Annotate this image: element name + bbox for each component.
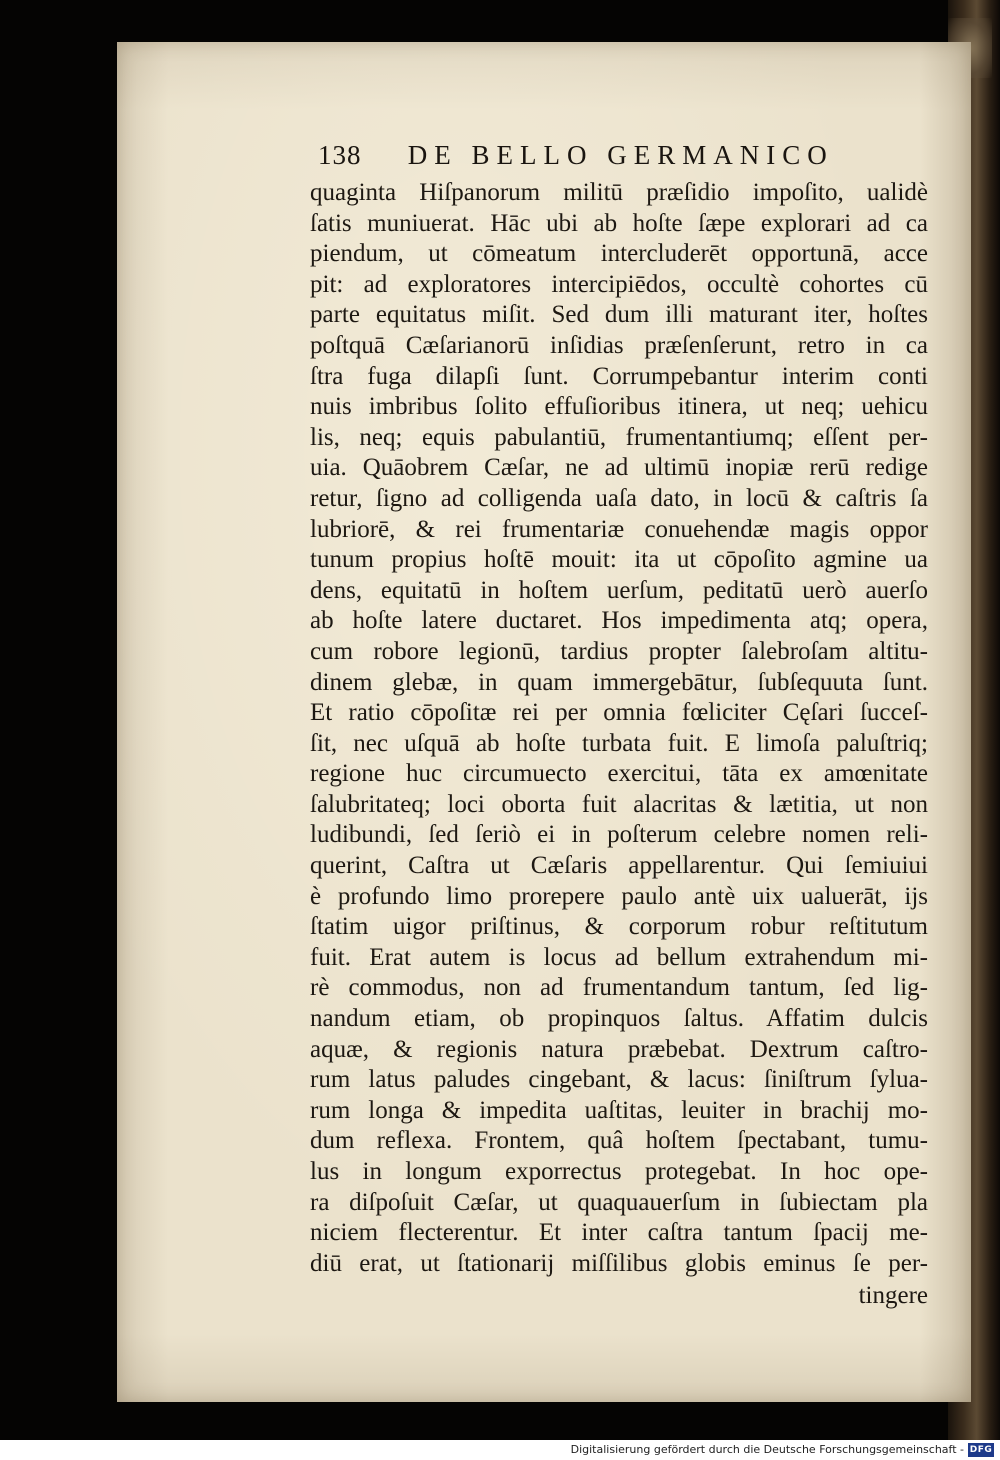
text-line: Et ratio cōpoſitæ rei per omnia fœliciter Cęſari ſucceſ- — [310, 699, 928, 727]
text-line: nuis imbribus ſolito effuſioribus itinera, ut neq; uehicu — [310, 393, 928, 421]
running-title: DE BELLO GERMANICO — [407, 140, 834, 170]
text-line: ludibundi, ſed ſeriò ei in poſterum celebre nomen reli- — [310, 821, 928, 849]
text-line: ra diſpoſuit Cæſar, ut quaquauerſum in ſubiectam pla — [310, 1188, 928, 1216]
text-line: ſtra fuga dilapſi ſunt. Corrumpebantur interim conti — [310, 362, 928, 390]
footer-bar — [0, 1440, 1000, 1460]
text-line: fuit. Erat autem is locus ad bellum extrahendum mi- — [310, 943, 928, 971]
text-line: dinem glebæ, in quam immergebātur, ſubſequuta ſunt. — [310, 668, 928, 696]
text-line: quaginta Hiſpanorum militū præſidio impoſito, ualidè — [310, 179, 928, 206]
catchword: tingere — [858, 1282, 928, 1310]
running-header — [318, 140, 838, 180]
text-line: rè commodus, non ad frumentandum tantum, ſed lig- — [310, 974, 928, 1002]
text-line: retur, ſigno ad colligenda uaſa dato, in locū & caſtris ſa — [310, 484, 928, 512]
text-line: niciem flecterentur. Et inter caſtra tantum ſpacij me- — [310, 1219, 928, 1247]
text-line: dum reflexa. Frontem, quâ hoſtem ſpectabant, tumu- — [310, 1127, 928, 1155]
text-line: rum longa & impedita uaſtitas, leuiter in brachij mo- — [310, 1096, 928, 1124]
text-line: lis, neq; equis pabulantiū, frumentantiumq; eſſent per- — [310, 423, 928, 451]
text-line: parte equitatus miſit. Sed dum illi maturant iter, hoſtes — [310, 301, 928, 329]
text-line: nandum etiam, ob propinquos ſaltus. Affatim dulcis — [310, 1005, 928, 1033]
text-line: uia. Quāobrem Cæſar, ne ad ultimū inopiæ rerū redige — [310, 454, 928, 482]
text-line: pit: ad exploratores intercipiēdos, occultè cohortes cū — [310, 270, 928, 298]
text-line: dens, equitatū in hoſtem uerſum, peditatū uerò auerſo — [310, 576, 928, 604]
body-text — [310, 178, 928, 1312]
text-line: lus in longum exporrectus protegebat. In hoc ope- — [310, 1158, 928, 1185]
text-line: ab hoſte latere ductaret. Hos impedimenta atq; opera, — [310, 607, 928, 635]
text-line: piendum, ut cōmeatum intercluderēt opportunā, acce — [310, 240, 928, 268]
digitization-credit: Digitalisierung gefördert durch die Deutsche Forschungsgemeinschaft - — [570, 1443, 964, 1456]
text-line: ſalubritateq; loci oborta fuit alacritas & lætitia, ut non — [310, 790, 928, 818]
text-line: ſit, nec uſquā ab hoſte turbata fuit. E limoſa paluſtriq; — [310, 729, 928, 757]
text-line: aquæ, & regionis natura præbebat. Dextrum caſtro- — [310, 1035, 928, 1063]
dfg-logo: DFG — [969, 1445, 993, 1455]
text-line: poſtquā Cæſarianorū inſidias præſenſerunt, retro in ca — [310, 331, 928, 359]
text-line: querint, Caſtra ut Cæſaris appellarentur. Qui ſemiuiui — [310, 852, 928, 880]
text-line: rum latus paludes cingebant, & lacus: ſiniſtrum ſylua- — [310, 1066, 928, 1094]
page-number: 138 — [318, 140, 362, 170]
text-line: tunum propius hoſtē mouit: ita ut cōpoſito agmine ua — [310, 546, 928, 574]
text-line: ſtatim uigor priſtinus, & corporum robur reſtitutum — [310, 913, 928, 941]
text-line: ſatis muniuerat. Hāc ubi ab hoſte ſæpe explorari ad ca — [310, 209, 928, 237]
text-line: lubriorē, & rei frumentariæ conuehendæ magis oppor — [310, 515, 928, 543]
text-line: regione huc circumuecto exercitui, tāta ex amœnitate — [310, 760, 928, 788]
text-line: cum robore legionū, tardius propter ſalebroſam altitu- — [310, 637, 928, 665]
text-line: è profundo limo prorepere paulo antè uix ualuerāt, ijs — [310, 882, 928, 910]
text-line: diū erat, ut ſtationarij miſſilibus globis eminus ſe per- — [310, 1249, 928, 1277]
